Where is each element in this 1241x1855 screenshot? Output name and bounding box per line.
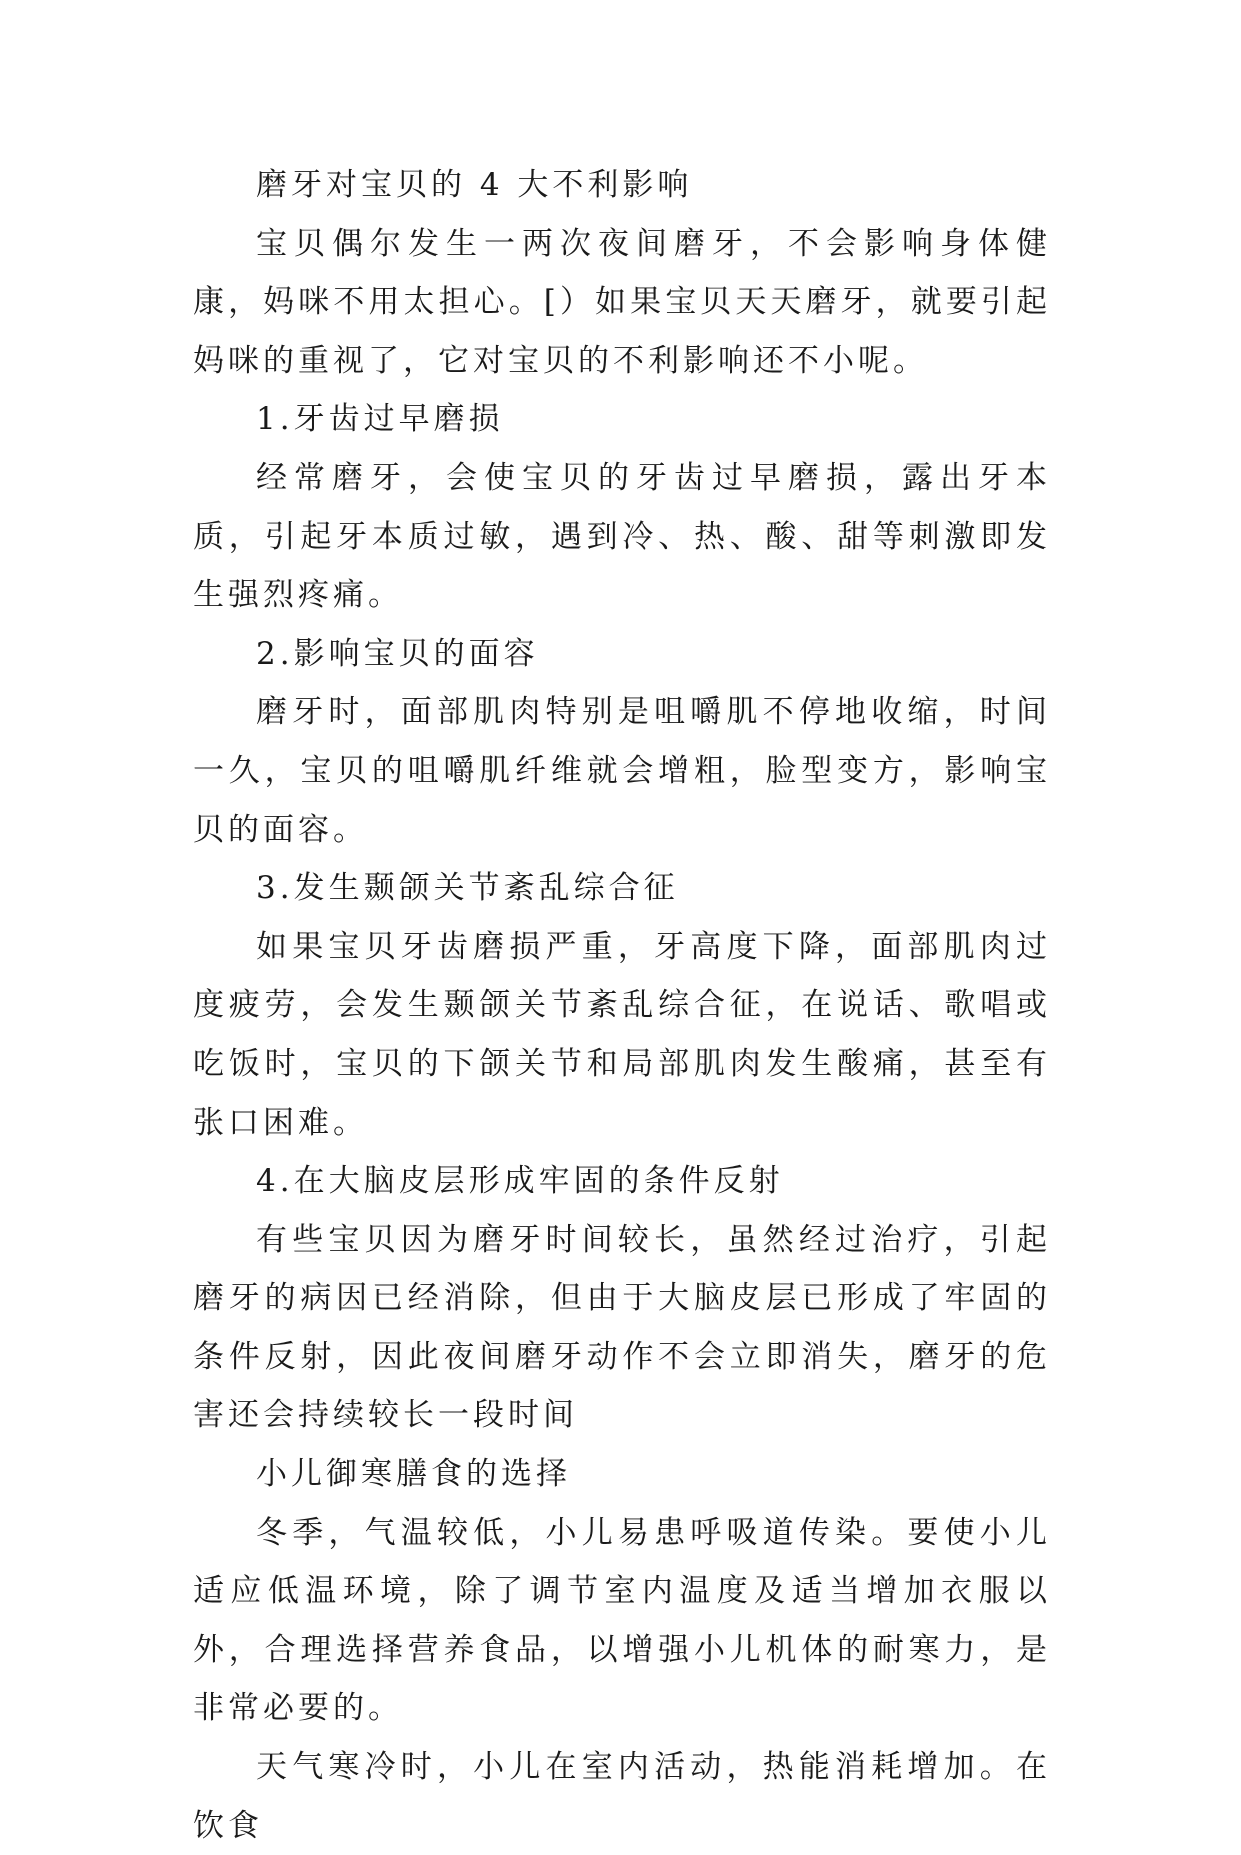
paragraph-intro: 宝贝偶尔发生一两次夜间磨牙，不会影响身体健康，妈咪不用太担心。[）如果宝贝天天磨牙，就要引起妈咪的重视了，它对宝贝的不利影响还不小呢。 bbox=[193, 225, 1051, 379]
paragraph-winter-diet: 冬季，气温较低，小儿易患呼吸道传染。要使小儿适应低温环境，除了调节室内温度及适当增加衣服以外，合理选择营养食品，以增强小儿机体的耐寒力，是非常必要的。 bbox=[193, 1514, 1051, 1727]
paragraph-reflex: 有些宝贝因为磨牙时间较长，虽然经过治疗，引起磨牙的病因已经消除，但由于大脑皮层已形成了牢固的条件反射，因此夜间磨牙动作不会立即消失，磨牙的危害还会持续较长一段时间 bbox=[193, 1221, 1051, 1434]
paragraph-tmj: 如果宝贝牙齿磨损严重，牙高度下降，面部肌肉过度疲劳，会发生颞颌关节紊乱综合征，在说话、歌唱或吃饭时，宝贝的下颌关节和局部肌肉发生酸痛，甚至有张口困难。 bbox=[193, 928, 1051, 1141]
paragraph-face: 磨牙时，面部肌肉特别是咀嚼肌不停地收缩，时间一久，宝贝的咀嚼肌纤维就会增粗，脸型变方，影响宝贝的面容。 bbox=[193, 694, 1051, 848]
subheading-reflex: 4.在大脑皮层形成牢固的条件反射 bbox=[256, 1163, 784, 1200]
subheading-tooth-wear: 1.牙齿过早磨损 bbox=[256, 401, 504, 438]
document-body bbox=[193, 156, 1051, 1855]
subheading-tmj: 3.发生颞颌关节紊乱综合征 bbox=[256, 870, 679, 907]
paragraph-tooth-wear: 经常磨牙，会使宝贝的牙齿过早磨损，露出牙本质，引起牙本质过敏，遇到冷、热、酸、甜等刺激即发生强烈疼痛。 bbox=[193, 459, 1051, 614]
subheading-face: 2.影响宝贝的面容 bbox=[256, 635, 539, 672]
paragraph-cold-weather: 天气寒冷时，小儿在室内活动，热能消耗增加。在饮食 bbox=[193, 1749, 1051, 1844]
heading-winter-diet: 小儿御寒膳食的选择 bbox=[256, 1456, 571, 1493]
heading-grinding-effects: 磨牙对宝贝的 4 大不利影响 bbox=[256, 167, 693, 203]
